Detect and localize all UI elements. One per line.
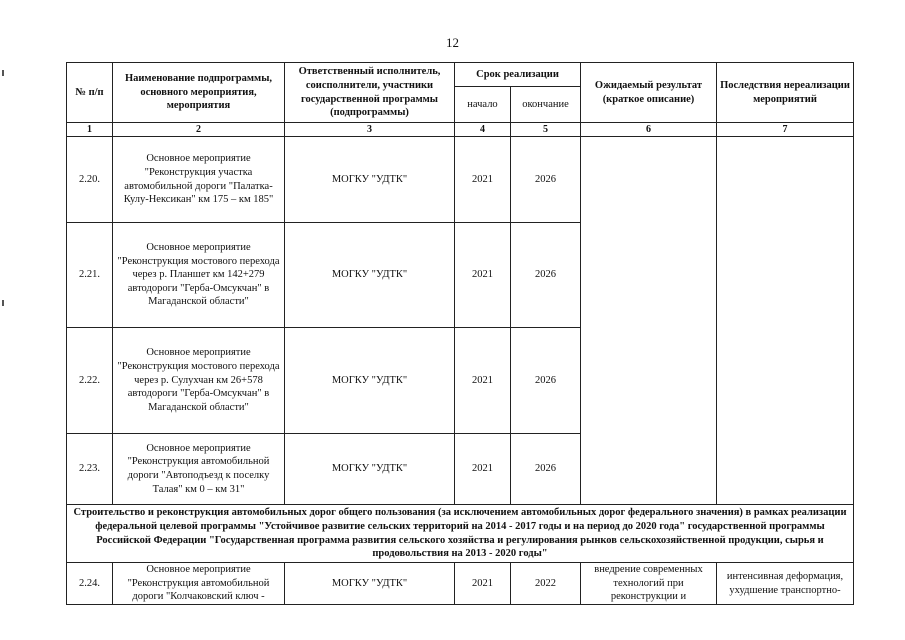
row-number: 2.23. (67, 434, 113, 505)
row-start: 2021 (455, 434, 511, 505)
page-number: 12 (446, 35, 459, 50)
column-number-row (67, 123, 854, 137)
column-number: 1 (67, 123, 113, 137)
row-executor: МОГКУ "УДТК" (285, 328, 455, 434)
column-number: 3 (285, 123, 455, 137)
row-number: 2.22. (67, 328, 113, 434)
row-end: 2026 (511, 328, 581, 434)
column-number: 2 (113, 123, 285, 137)
program-table (66, 62, 854, 605)
row-name: Основное мероприятие "Реконструкция мостового перехода через р. Планшет км 142+279 автодороги "Герба-Омсукчан" в Магаданской области" (113, 223, 285, 328)
row-name: Основное мероприятие "Реконструкция мостового перехода через р. Сулухчан км 26+578 автодороги "Герба-Омсукчан" в Магаданской области" (113, 328, 285, 434)
row-result-merged (581, 137, 717, 505)
table-row (67, 563, 854, 605)
row-name: Основное мероприятие "Реконструкция автомобильной дороги "Автоподъезд к поселку Талая" км 0 – км 31" (113, 434, 285, 505)
column-number: 4 (455, 123, 511, 137)
row-consequences: интенсивная деформация, ухудшение транспортно- (717, 563, 854, 605)
header-result: Ожидаемый результат (краткое описание) (581, 63, 717, 123)
row-executor: МОГКУ "УДТК" (285, 563, 455, 605)
header-start: начало (455, 87, 511, 123)
header-executor: Ответственный исполнитель, соисполнители, участники государственной программы (подпрограммы) (285, 63, 455, 123)
column-number: 6 (581, 123, 717, 137)
column-number: 7 (717, 123, 854, 137)
row-end: 2026 (511, 137, 581, 223)
header-end: окончание (511, 87, 581, 123)
header-consequences: Последствия нереализации мероприятий (717, 63, 854, 123)
row-number: 2.24. (67, 563, 113, 605)
row-end: 2026 (511, 223, 581, 328)
row-result: внедрение современных технологий при реконструкции и (581, 563, 717, 605)
row-name: Основное мероприятие "Реконструкция участка автомобильной дороги "Палатка-Кулу-Нексикан" км 175 – км 185" (113, 137, 285, 223)
row-executor: МОГКУ "УДТК" (285, 223, 455, 328)
row-start: 2021 (455, 563, 511, 605)
header-name: Наименование подпрограммы, основного мероприятия, мероприятия (113, 63, 285, 123)
row-number: 2.20. (67, 137, 113, 223)
header-row (67, 63, 854, 87)
section-title: Строительство и реконструкция автомобильных дорог общего пользования (за исключением автомобильных дорог федерального значения) в рамках реализации федеральной целевой программы "Устойчивое развитие сельских территорий на 2014 - 2017 годы и на период до 2020 года" государственной программы Российской Федерации "Государственная программа развития сельского хозяйства и регулирования рынков сельскохозяйственной продукции, сырья и продовольствия на 2013 - 2020 годы" (67, 505, 854, 563)
row-executor: МОГКУ "УДТК" (285, 434, 455, 505)
column-number: 5 (511, 123, 581, 137)
row-name: Основное мероприятие "Реконструкция автомобильной дороги "Колчаковский ключ - (113, 563, 285, 605)
row-start: 2021 (455, 137, 511, 223)
scan-mark (2, 70, 4, 76)
row-number: 2.21. (67, 223, 113, 328)
header-number: № п/п (67, 63, 113, 123)
scan-mark (2, 300, 4, 306)
row-start: 2021 (455, 223, 511, 328)
row-end: 2022 (511, 563, 581, 605)
table-row (67, 137, 854, 223)
header-period: Срок реализации (455, 63, 581, 87)
row-consequences-merged (717, 137, 854, 505)
row-start: 2021 (455, 328, 511, 434)
row-end: 2026 (511, 434, 581, 505)
row-executor: МОГКУ "УДТК" (285, 137, 455, 223)
section-row (67, 505, 854, 563)
